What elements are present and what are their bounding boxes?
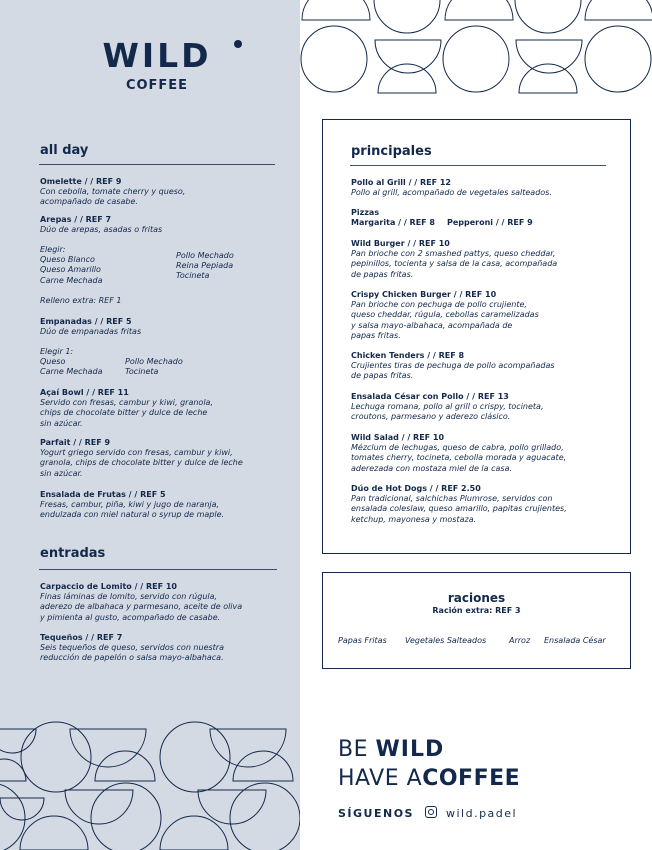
menu-item-parfait: Parfait / / REF 9 Yogurt griego servido con fresas, cambur y kiwi, granola, chips de chocolate bitter y dulce de leche sin azúcar. [40,438,243,478]
empanadas-options-left: Elegir 1: Queso Carne Mechada [40,347,103,377]
menu-item-omelette: Omelette / / REF 9 Con cebolla, tomate cherry y queso, acompañado de casabe. [40,177,186,207]
menu-item-carpaccio: Carpaccio de Lomito / / REF 10 Finas láminas de lomito, servido con rúgula, aderezo de albahaca y parmesano, aceite de oliva y pimienta al gusto, acompañado de casabe. [40,582,243,622]
side-item: Vegetales Salteados [405,636,487,645]
raciones-box [322,572,631,669]
social-follow: SÍGUENOS wild.padel [338,807,518,820]
logo-subtitle: COFFEE [125,78,189,93]
side-item: Arroz [509,636,531,645]
menu-item-acai-bowl: Açaí Bowl / / REF 11 Servido con fresas, cambur y kiwi, granola, chips de chocolate bitter y dulce de leche sin azúcar. [40,388,213,428]
menu-item-tequenos: Tequeños / / REF 7 Seis tequeños de queso, servidos con nuestra reducción de papelón o salsa mayo-albahaca. [40,633,224,663]
menu-item-ensalada-frutas: Ensalada de Frutas / / REF 5 Fresas, cambur, piña, kiwi y jugo de naranja, endulzada con miel natural o syrup de maple. [40,490,225,520]
section-divider [39,569,277,570]
menu-item-hot-dogs: Dúo de Hot Dogs / / REF 2.50 Pan tradicional, salchichas Plumrose, servidos con ensalada coleslaw, queso amarillo, papitas crujientes, ketchup, mayonesa y mostaza. [351,484,567,524]
section-divider [39,164,275,165]
tagline-wild: WILD [375,737,445,762]
brand-logo [74,38,240,93]
section-title-principales: principales [351,144,432,159]
menu-item-crispy-chicken: Crispy Chicken Burger / / REF 10 Pan brioche con pechuga de pollo crujiente, queso cheddar, rúgula, cebollas caramelizadas y salsa mayo-albahaca, acompañada de papas fritas. [351,290,539,340]
side-item: Papas Fritas [338,636,387,645]
menu-item-wild-burger: Wild Burger / / REF 10 Pan brioche con 2 smashed pattys, queso cheddar, pepinillos, tocienta y salsa de la casa, acompañada de papas fritas. [351,239,558,279]
arepas-extra: Relleno extra: REF 1 [40,296,122,305]
section-title-raciones: raciones [447,591,506,605]
menu-item-pollo-grill: Pollo al Grill / / REF 12 Pollo al grill, acompañado de vegetales salteados. [351,178,552,198]
logo-dot-icon [234,40,242,48]
menu-item-pizzas: Pizzas Margarita / / REF 8 Pepperoni / / REF 9 [351,208,533,228]
menu-item-wild-salad: Wild Salad / / REF 10 Mézclum de lechugas, queso de cabra, pollo grillado, tomates cherry, tocineta, cebolla morada y aguacate, aderezada con mostaza miel de la casa. [351,433,567,473]
logo-wordmark: WILD [102,36,212,75]
decorative-pattern-top [300,0,652,100]
arepas-options-right: Pollo Mechado Reina Pepiada Tocineta [176,251,234,281]
section-title-all-day: all day [40,143,89,158]
menu-item-chicken-tenders: Chicken Tenders / / REF 8 Crujientes tiras de pechuga de pollo acompañadas de papas fritas. [351,351,555,381]
tagline-line1: BE WILD [338,737,445,762]
raciones-extra: Ración extra: REF 3 [432,606,521,615]
empanadas-options-right: Pollo Mechado Tocineta [125,357,183,377]
menu-item-empanadas: Empanadas / / REF 5 Dúo de empanadas fritas [40,317,142,337]
instagram-icon [425,806,437,818]
social-handle[interactable]: wild.padel [445,807,518,820]
side-item: Ensalada César [544,636,606,645]
menu-item-ensalada-cesar: Ensalada César con Pollo / / REF 13 Lechuga romana, pollo al grill o crispy, tocineta, croutons, parmesano y aderezo clásico. [351,392,544,422]
section-title-entradas: entradas [40,546,106,561]
left-panel [0,0,300,850]
tagline-coffee: COFFEE [422,766,521,791]
section-divider [350,165,606,166]
menu-item-arepas: Arepas / / REF 7 Dúo de arepas, asadas o fritas [40,215,163,235]
tagline-line2: HAVE ACOFFEE [338,766,521,791]
arepas-options-left: Elegir: Queso Blanco Queso Amarillo Carne Mechada [40,245,103,285]
